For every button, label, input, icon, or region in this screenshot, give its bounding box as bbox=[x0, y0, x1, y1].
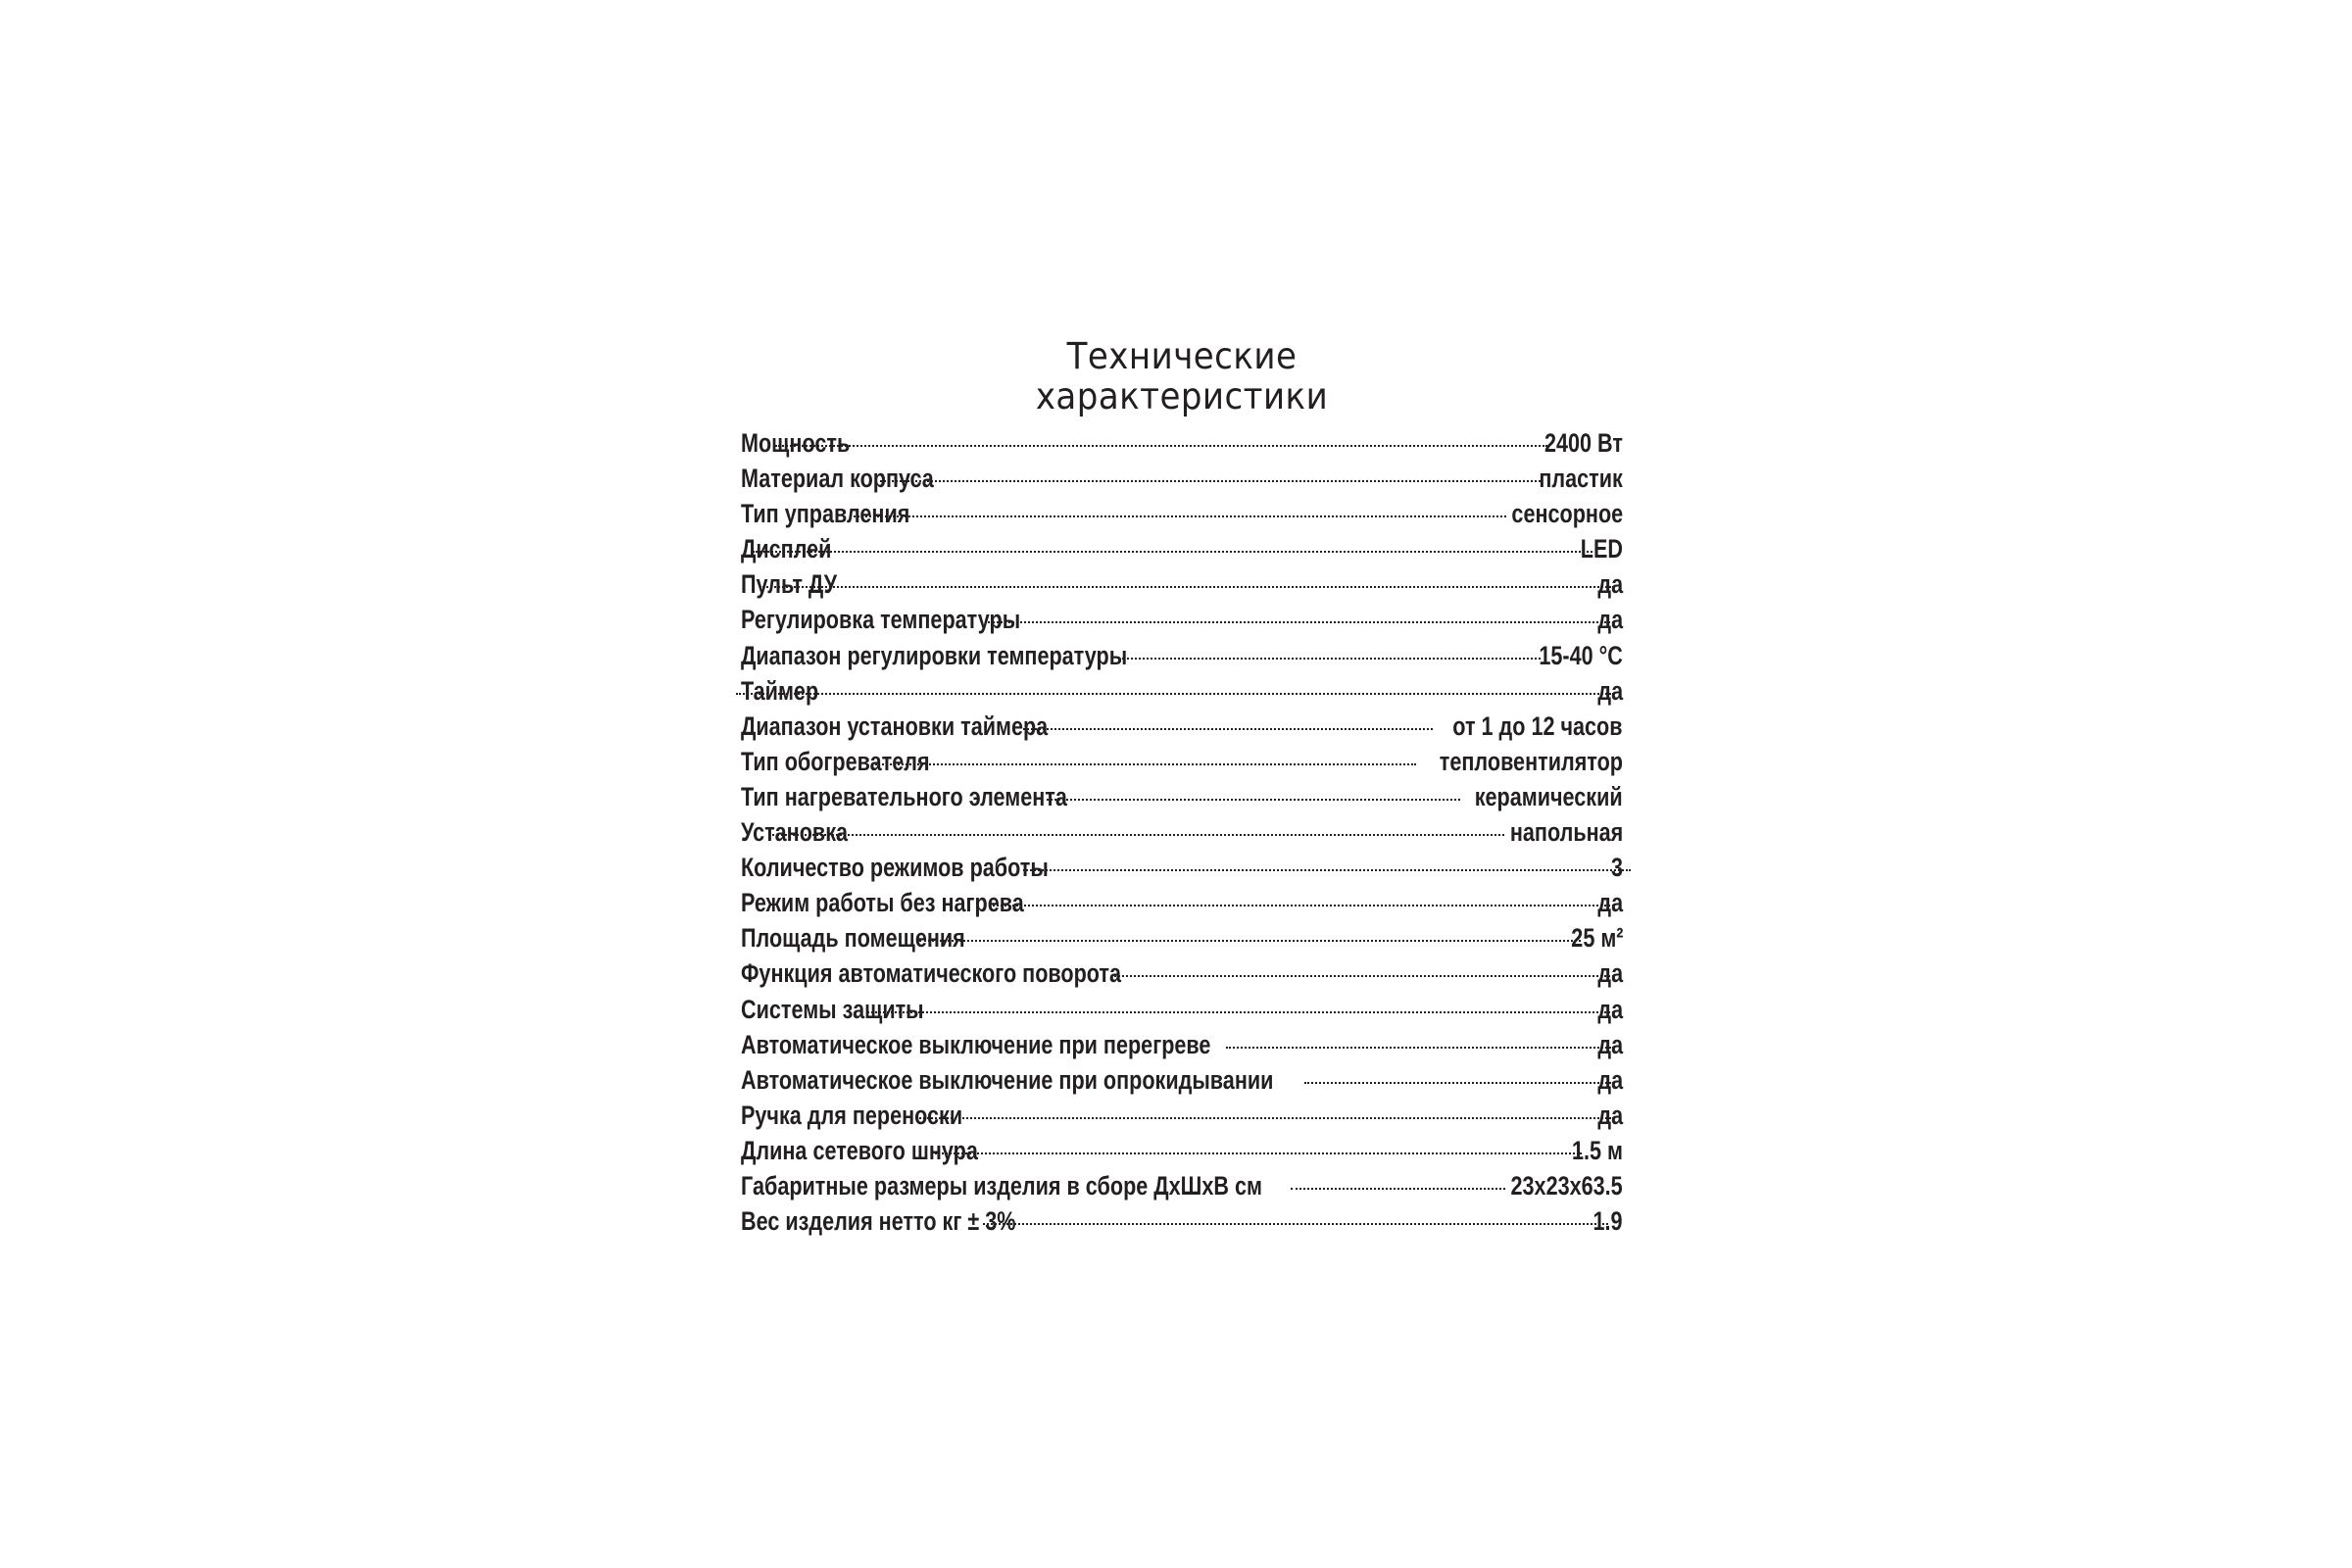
spec-row bbox=[741, 673, 1623, 709]
spec-row bbox=[741, 814, 1623, 850]
spec-label: Дисплей bbox=[741, 534, 832, 564]
spec-value: сенсорное bbox=[1511, 499, 1623, 529]
spec-label: Количество режимов работы bbox=[741, 853, 1049, 883]
dot-leader bbox=[875, 763, 1416, 765]
spec-value: да bbox=[1597, 1029, 1623, 1059]
dot-leader bbox=[1047, 799, 1460, 801]
dot-leader bbox=[760, 586, 1614, 588]
spec-label: Тип управления bbox=[741, 499, 910, 529]
spec-row bbox=[741, 461, 1623, 496]
spec-value: да bbox=[1597, 1100, 1623, 1130]
spec-label: Длина сетевого шнура bbox=[741, 1135, 978, 1165]
dot-leader bbox=[935, 1152, 1582, 1154]
spec-row bbox=[741, 744, 1623, 779]
dot-leader bbox=[753, 551, 1592, 553]
spec-row bbox=[741, 566, 1623, 602]
dot-leader bbox=[1304, 1082, 1614, 1084]
spec-value: 23х23х63.5 bbox=[1510, 1170, 1623, 1200]
spec-row bbox=[741, 885, 1623, 920]
spec-value: 25 м² bbox=[1570, 923, 1623, 954]
spec-row bbox=[741, 1062, 1623, 1098]
dot-leader bbox=[916, 1117, 1614, 1119]
spec-label: Системы защиты bbox=[741, 994, 924, 1024]
spec-row bbox=[741, 709, 1623, 744]
spec-value: пластик bbox=[1539, 464, 1623, 494]
spec-label: Режим работы без нагрева bbox=[741, 888, 1024, 918]
spec-label: Автоматическое выключение при опрокидывании bbox=[741, 1064, 1274, 1095]
spec-label: Ручка для переноски bbox=[741, 1100, 963, 1130]
spec-value: да bbox=[1597, 675, 1623, 706]
spec-value: да bbox=[1597, 994, 1623, 1024]
spec-row bbox=[741, 1168, 1623, 1203]
spec-label: Таймер bbox=[741, 675, 819, 706]
spec-row bbox=[741, 638, 1623, 673]
spec-value: напольная bbox=[1509, 817, 1623, 848]
spec-value: да bbox=[1597, 958, 1623, 989]
spec-row bbox=[741, 920, 1623, 956]
spec-label: Габаритные размеры изделия в сборе ДхШхВ см bbox=[741, 1170, 1262, 1200]
spec-row bbox=[741, 531, 1623, 566]
title-line-1: Технические bbox=[1066, 335, 1298, 377]
title-line-2: характеристики bbox=[1035, 375, 1329, 417]
spec-label: Мощность bbox=[741, 428, 851, 458]
dot-leader bbox=[919, 940, 1581, 942]
dot-leader bbox=[850, 515, 1505, 517]
dot-leader bbox=[1291, 1188, 1505, 1190]
spec-label: Регулировка температуры bbox=[741, 605, 1021, 635]
dot-leader bbox=[993, 905, 1614, 906]
spec-label: Пульт ДУ bbox=[741, 569, 838, 600]
spec-row bbox=[741, 779, 1623, 814]
spec-row bbox=[741, 850, 1623, 885]
dot-leader bbox=[983, 1223, 1609, 1225]
spec-value: 2400 Вт bbox=[1544, 428, 1623, 458]
dot-leader bbox=[772, 834, 1503, 836]
spec-row bbox=[741, 1203, 1623, 1239]
spec-row bbox=[741, 602, 1623, 637]
spec-label: Тип обогревателя bbox=[741, 746, 930, 776]
spec-row bbox=[741, 992, 1623, 1027]
dot-leader bbox=[1114, 975, 1614, 977]
spec-value: от 1 до 12 часов bbox=[1452, 710, 1623, 741]
dot-leader bbox=[1023, 728, 1434, 730]
spec-value: 1.9 bbox=[1592, 1206, 1623, 1237]
spec-row bbox=[741, 1098, 1623, 1133]
spec-value: да bbox=[1597, 569, 1623, 600]
dot-leader bbox=[736, 693, 1614, 695]
spec-value: керамический bbox=[1475, 781, 1623, 811]
spec-label: Тип нагревательного элемента bbox=[741, 781, 1067, 811]
dot-leader bbox=[880, 480, 1541, 482]
spec-label: Установка bbox=[741, 817, 849, 848]
spec-sheet bbox=[741, 336, 1623, 1239]
spec-label: Функция автоматического поворота bbox=[741, 958, 1122, 989]
spec-label: Диапазон регулировки температуры bbox=[741, 640, 1128, 670]
spec-row bbox=[741, 1027, 1623, 1062]
spec-value: LED bbox=[1580, 534, 1623, 564]
spec-label: Вес изделия нетто кг ± 3% bbox=[741, 1206, 1016, 1237]
dot-leader bbox=[1023, 869, 1631, 871]
spec-label: Площадь помещения bbox=[741, 923, 965, 954]
spec-value: да bbox=[1597, 605, 1623, 635]
spec-value: 3 bbox=[1610, 853, 1623, 883]
dot-leader bbox=[867, 1011, 1614, 1013]
dot-leader bbox=[775, 445, 1547, 447]
spec-value: 1.5 м bbox=[1571, 1135, 1623, 1165]
dot-leader bbox=[1122, 658, 1541, 660]
page-title bbox=[776, 336, 1588, 416]
spec-value: тепловентилятор bbox=[1439, 746, 1623, 776]
spec-row bbox=[741, 956, 1623, 991]
spec-list bbox=[741, 425, 1623, 1239]
spec-row bbox=[741, 425, 1623, 461]
dot-leader bbox=[988, 621, 1613, 623]
spec-value: да bbox=[1597, 888, 1623, 918]
spec-row bbox=[741, 1133, 1623, 1168]
spec-label: Диапазон установки таймера bbox=[741, 710, 1049, 741]
spec-label: Материал корпуса bbox=[741, 464, 934, 494]
spec-value: да bbox=[1597, 1064, 1623, 1095]
spec-label: Автоматическое выключение при перегреве bbox=[741, 1029, 1211, 1059]
spec-row bbox=[741, 496, 1623, 531]
dot-leader bbox=[1226, 1047, 1614, 1049]
spec-value: 15-40 °С bbox=[1539, 640, 1623, 670]
